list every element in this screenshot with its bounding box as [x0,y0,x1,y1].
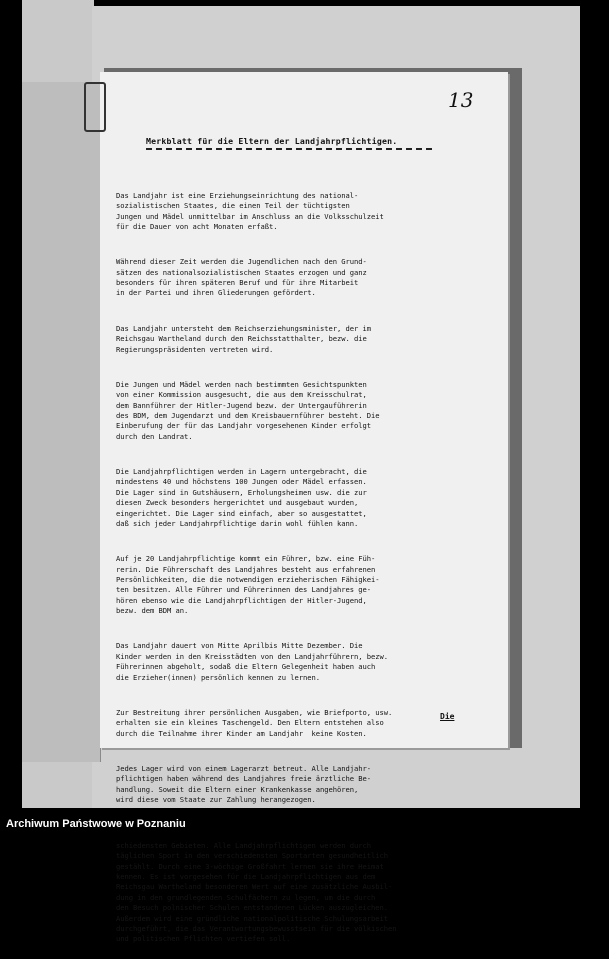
paragraph: Das Landjahr ist eine Erziehungseinrichtung des national- sozialistischen Staates, die einen Teil der tüchtigsten Jungen und Mädel unmittelbar im Anschluss an die Volksschulzeit für die Dauer von acht Monaten erfaßt. [116,190,384,232]
title-underline [146,148,432,150]
paragraph: Das Landjahr dauert von Mitte Aprilbis Mitte Dezember. Die Kinder werden in den Kreisstädten von den Landjahrführern, bezw. Führerinnen abgeholt, sodaß die Eltern Gelegenheit haben auch die Erzieher(innen) persönlich kennen zu lernen. [116,641,388,682]
archive-credit: Archiwum Państwowe w Poznaniu [6,818,186,830]
paragraph: Das Landjahr untersteht dem Reichserziehungsminister, der im Reichsgau Wartheland durch den Reichsstatthalter, bezw. die Regierungspräsidenten vertreten wird. [116,323,371,354]
paragraph: Auf je 20 Landjahrpflichtige kommt ein Führer, bzw. eine Füh- rerin. Die Führerschaft des Landjahres besteht aus erfahrenen Persönlichkeiten, die die notwendigen erzieherischen Fähigkei- ten besitzen. Alle Führer und Führerinnen des Landjahres ge- hören ebenso wie die Landjahrpflichtigen der Hitler-Jugend, bezw. dem BDM an. [116,554,380,616]
binder-strip [22,82,101,762]
continuation-word: Die [440,712,455,721]
document-body [116,170,496,959]
document-title: Merkblatt für die Eltern der Landjahrpflichtigen. [146,136,398,146]
paragraph: Die Jungen und Mädel werden nach bestimmten Gesichtspunkten von einer Kommission ausgesucht, die aus dem Kreisschulrat, dem Bannführer der Hitler-Jugend bezw. der Untergauführerin des BDM, dem Jugendarzt und dem Kreisbauernführer besteht. Die Einberufung der für das Landjahr vorgesehenen Kinder erfolgt durch den Landrat. [116,379,380,441]
handwritten-page-number: 13 [448,88,474,112]
paragraph: Während dieser Zeit werden die Jugendlichen nach den Grund- sätzen des nationalsozialistischen Staates erzogen und ganz besonders für ihren späteren Beruf und für ihre Mitarbeit in der Partei und ihren Gliederungen gefördert. [116,257,367,298]
paper-clip-icon [84,82,106,132]
paragraph: Die Landjahrpflichtigen werden in Lagern untergebracht, die mindestens 40 und höchstens 100 Jungen oder Mädel erfassen. Die Lager sind in Gutshäusern, Erholungsheimen usw. die zur diesen Zweck besonders hergerichtet und ausgebaut wurden, eingerichtet. Die Lager sind einfach, aber so ausgestattet, daß sich jeder Landjahrpflichtige darin wohl fühlen kann. [116,466,367,528]
paragraph: Jedes Lager wird von einem Lagerarzt betreut. Alle Landjahr- pflichtigen haben während des Landjahres freie ärztliche Be- handlung. Soweit die Eltern einer Krankenkasse angehören, wird diese vom Staate zur Zahlung herangezogen. [116,763,371,805]
paragraph: schiedensten Gebieten. Alle Landjahrpflichtigen werden durch täglichen Sport in den verschiedensten Sportarten gesundheitlich gestählt. Durch eine 3-wöchige Großfahrt lernen sie ihre Heimat kennen. Es ist vorgesehen für die Landjahrpflichtigen aus dem Reichsgau Wartheland besonderen Wert auf eine zusätzliche Ausbil- dung in den grundlegenden Schulfächern zu legen, um die durch den Besuch polnischer Schulen entstandenen Lücken auszugleichen. Außerdem wird eine gründliche nationalpolitische Schulungsarbeit durchgeführt, die das Verantwortungsbewusstsein für die völkischen und politischen Pflichten vertiefen soll. [116,840,397,944]
paragraph: Zur Bestreitung ihrer persönlichen Ausgaben, wie Briefporto, usw. erhalten sie ein kleines Taschengeld. Den Eltern entstehen also durch die Teilnahme ihrer Kinder am Landjahr keine Kosten. [116,707,393,738]
